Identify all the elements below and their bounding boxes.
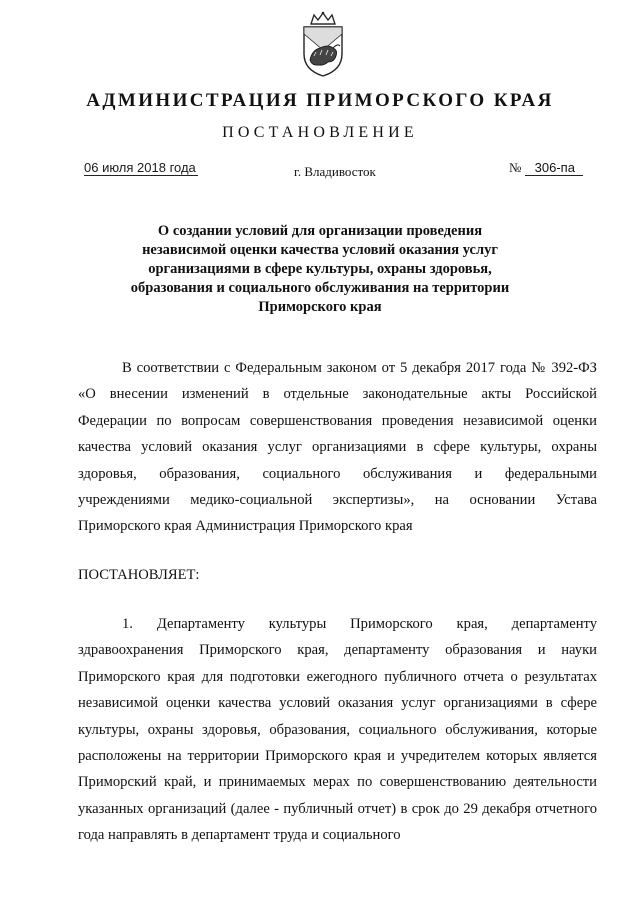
coat-of-arms-icon — [298, 10, 348, 78]
document-subject: О создании условий для организации проведения независимой оценки качества условий оказания услуг организациями в сфере культуры, охраны здоровья, образования и социального обслуживания на территории Приморского края — [130, 223, 510, 315]
number-value: 306-па — [525, 160, 583, 176]
document-type: ПОСТАНОВЛЕНИЕ — [222, 124, 418, 141]
clause-1-paragraph: 1. Департаменту культуры Приморского края, департаменту здравоохранения Приморского края, департаменту образования и науки Приморского края для подготовки ежегодного публичного отчета о результатах независимой оценки качества условий оказания услуг организациями в сфере культуры, охраны здоровья, образования, социального обслуживания, которые расположены на территории Приморского края и учредителем которых является Приморский край, и принимаемых мерах по совершенствованию деятельности указанных организаций (далее - публичный отчет) в срок до 29 декабря отчетного года направлять в департамент труда и социального — [78, 616, 597, 844]
org-title: АДМИНИСТРАЦИЯ ПРИМОРСКОГО КРАЯ — [86, 90, 554, 111]
document-city: г. Владивосток — [294, 164, 376, 179]
document-date — [84, 160, 198, 175]
number-prefix: № — [509, 160, 522, 175]
preamble-paragraph: В соответствии с Федеральным законом от 5 декабря 2017 года № 392-ФЗ «О внесении изменений в отдельные законодательные акты Российской Федерации по вопросам совершенствования проведения независимой оценки качества условий оказания услуг организациями в сфере культуры, охраны здоровья, образования, социального обслуживания и федеральными учреждениями медико-социальной экспертизы», на основании Устава Приморского края Администрация Приморского края — [78, 360, 597, 535]
resolves-heading: ПОСТАНОВЛЯЕТ: — [78, 567, 200, 583]
date-value: 06 июля 2018 года — [84, 160, 196, 175]
document-number — [509, 160, 583, 176]
